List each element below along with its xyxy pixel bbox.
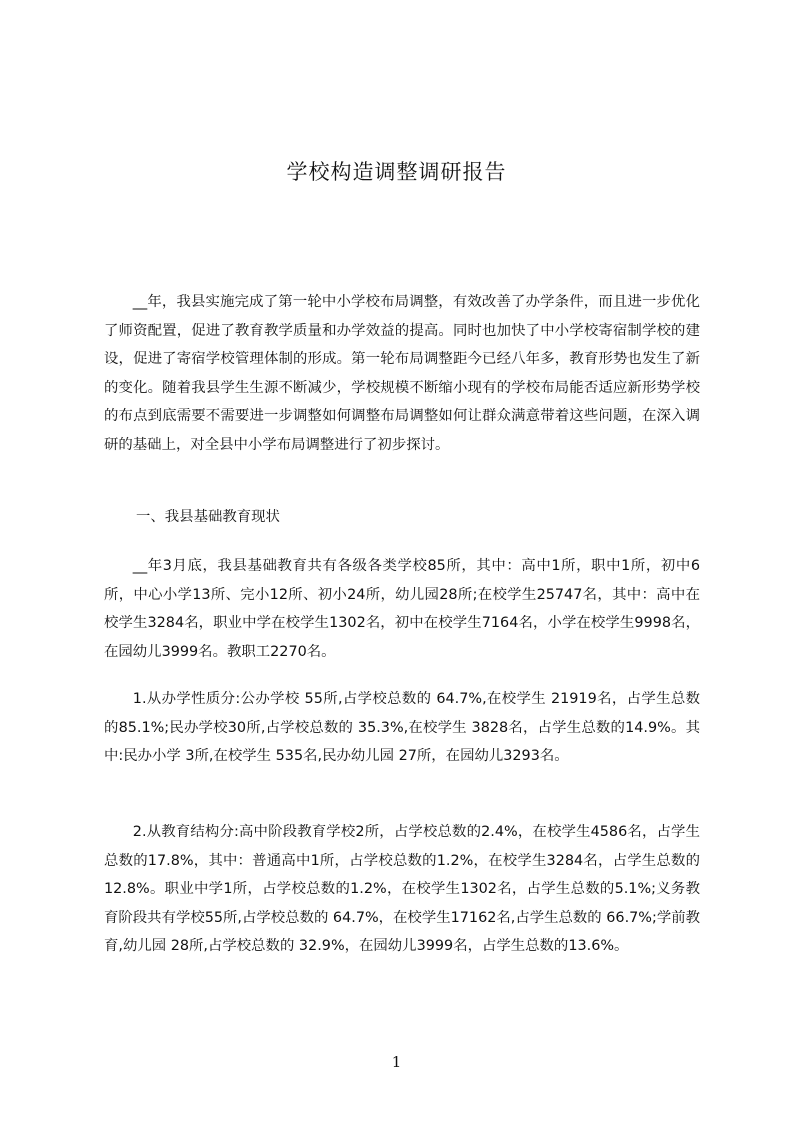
document-title: 学校构造调整调研报告 xyxy=(286,160,507,185)
education-structure-paragraph: 2.从教育结构分:高中阶段教育学校2所，占学校总数的2.4%，在校学生4586名，占学生总数的17.8%，其中：普通高中1所，占学校总数的1.2%，在校学生3284名，占学生总数的12.8%。职业中学1所，占学校总数的1.2%，在校学生1302名，占学生总数的5.1%;义务教育阶段共有学校55所,占学校总数的 64.7%，在校学生17162名,占学生总数的 66.7%;学前教育,幼儿园 28所,占学校总数的 32.9%，在园幼儿3999名，占学生总数的13.6%。 xyxy=(104,824,700,955)
school-nature-paragraph: 1.从办学性质分:公办学校 55所,占学校总数的 64.7%,在校学生 21919名，占学生总数的85.1%;民办学校30所,占学校总数的 35.3%,在校学生 3828名，占学生总数的14.9%。其中:民办小学 3所,在校学生 535名,民办幼儿园 27所，在园幼儿3293名。 xyxy=(104,691,700,765)
section-heading: 一、我县基础教育现状 xyxy=(136,509,280,525)
current-status-paragraph: __年3月底，我县基础教育共有各级各类学校85所，其中：高中1所，职中1所，初中6所，中心小学13所、完小12所、初小24所，幼儿园28所;在校学生25747名，其中：高中在校学生3284名，职业中学在校学生1302名，初中在校学生7164名，小学在校学生9998名，在园幼儿3999名。教职工2270名。 xyxy=(104,558,700,660)
page-number: 1 xyxy=(391,1053,402,1071)
intro-paragraph: __年，我县实施完成了第一轮中小学校布局调整，有效改善了办学条件，而且进一步优化了师资配置，促进了教育教学质量和办学效益的提高。同时也加快了中小学校寄宿制学校的建设，促进了寄宿学校管理体制的形成。第一轮布局调整距今已经八年多，教育形势也发生了新的变化。随着我县学生生源不断减少，学校规模不断缩小现有的学校布局能否适应新形势学校的布点到底需要不需要进一步调整如何调整布局调整如何让群众满意带着这些问题，在深入调研的基础上，对全县中小学布局调整进行了初步探讨。 xyxy=(104,294,700,453)
